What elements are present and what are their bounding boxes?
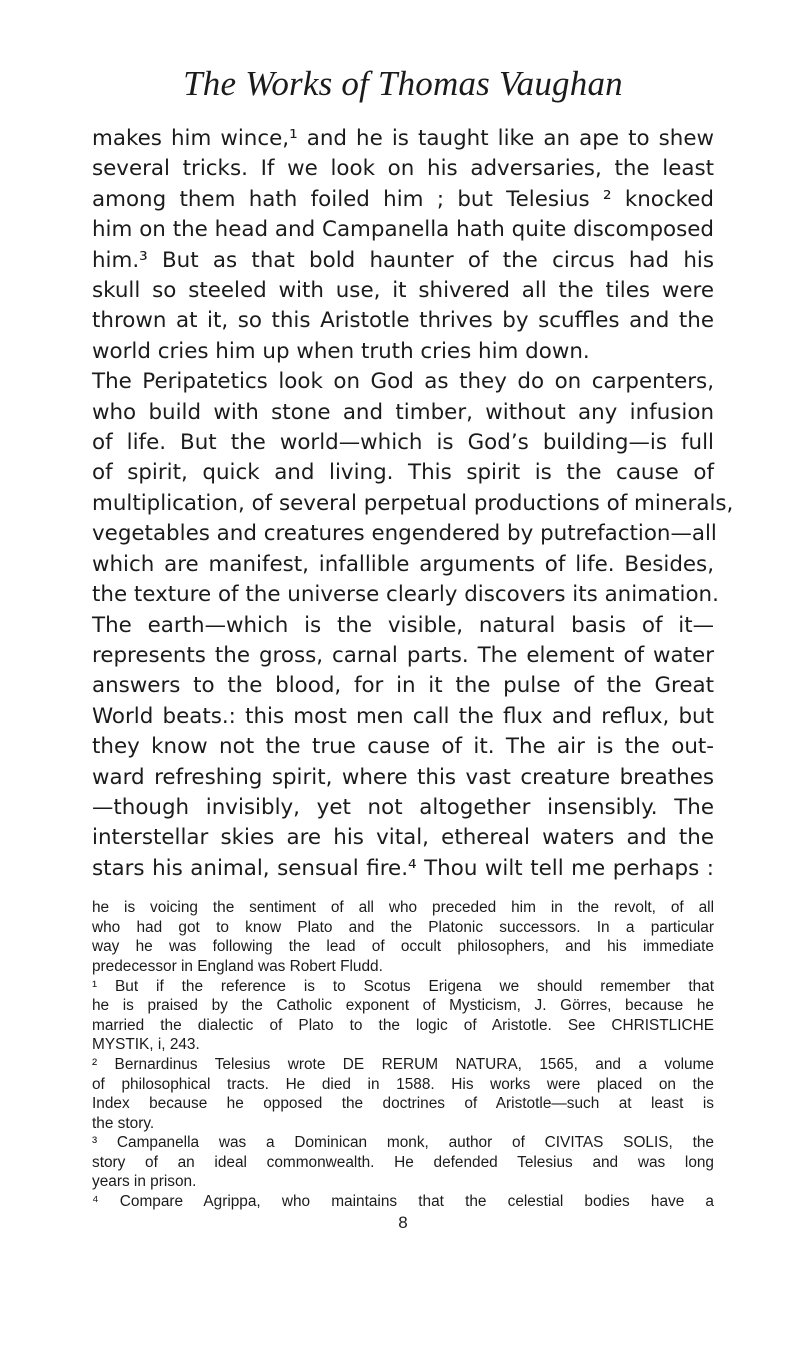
footnote-line: of philosophical tracts. He died in 1588. His works were placed on the xyxy=(92,1075,714,1093)
footnote-line: years in prison. xyxy=(92,1173,197,1191)
footnotes xyxy=(92,898,714,1212)
footnote-line: MYSTIK, i, 243. xyxy=(92,1036,200,1054)
body-line: who build with stone and timber, without any infusion xyxy=(92,399,714,425)
footnote-line: predecessor in England was Robert Fludd. xyxy=(92,957,383,975)
main-text xyxy=(92,124,734,884)
footnote-line: Index because he opposed the doctrines of Aristotle—such at least is xyxy=(92,1095,714,1113)
body-line: skull so steeled with use, it shivered all the tiles were xyxy=(92,278,714,304)
body-line: the texture of the universe clearly discovers its animation. xyxy=(92,582,719,608)
footnote-line: ⁴ Compare Agrippa, who maintains that the celestial bodies have a xyxy=(92,1193,714,1211)
body-line: The earth—which is the visible, natural basis of it— xyxy=(92,612,714,638)
body-line: interstellar skies are his vital, ethereal waters and the xyxy=(92,825,714,851)
body-line: answers to the blood, for in it the pulse of the Great xyxy=(92,673,714,699)
page-number: 8 xyxy=(398,1212,408,1232)
body-line: they know not the true cause of it. The air is the out- xyxy=(92,734,714,760)
footnote-line: story of an ideal commonwealth. He defended Telesius and was long xyxy=(92,1153,714,1171)
footnote-line: who had got to know Plato and the Platonic successors. In a particular xyxy=(92,918,714,936)
footnote-line: he is praised by the Catholic exponent of Mysticism, J. Görres, because he xyxy=(92,997,714,1015)
book-page xyxy=(92,62,734,1233)
footnote-line: way he was following the lead of occult philosophers, and his immediate xyxy=(92,938,714,956)
body-line: world cries him up when truth cries him down. xyxy=(92,338,590,364)
body-line: of life. But the world—which is God’s building—is full xyxy=(92,430,714,456)
body-line: makes him wince,¹ and he is taught like an ape to shew xyxy=(92,126,714,151)
body-line: among them hath foiled him ; but Telesius ² knocked xyxy=(92,186,714,212)
footnote-line: the story. xyxy=(92,1114,155,1132)
footnote-line: ² Bernardinus Telesius wrote DE RERUM NATURA, 1565, and a volume xyxy=(92,1055,714,1073)
body-line: which are manifest, infallible arguments of life. Besides, xyxy=(92,551,714,577)
body-line: multiplication, of several perpetual productions of minerals, xyxy=(92,490,734,516)
body-line: several tricks. If we look on his adversaries, the least xyxy=(92,156,714,182)
body-line: him.³ But as that bold haunter of the circus had his xyxy=(92,247,714,273)
body-line: ward refreshing spirit, where this vast creature breathes xyxy=(92,764,714,790)
footnote-line: ¹ But if the reference is to Scotus Erigena we should remember that xyxy=(92,977,714,995)
body-line: —though invisibly, yet not altogether insensibly. The xyxy=(92,794,714,820)
body-line: stars his animal, sensual fire.⁴ Thou wilt tell me perhaps : xyxy=(92,855,714,881)
footnote-line: ³ Campanella was a Dominican monk, author of CIVITAS SOLIS, the xyxy=(92,1134,714,1152)
body-line: vegetables and creatures engendered by putrefaction—all xyxy=(92,521,717,547)
body-line: World beats.: this most men call the flux and reflux, but xyxy=(92,703,714,729)
body-line: The Peripatetics look on God as they do on carpenters, xyxy=(92,369,714,395)
body-line: him on the head and Campanella hath quite discomposed xyxy=(92,217,714,243)
body-line: of spirit, quick and living. This spirit is the cause of xyxy=(92,460,714,486)
body-line: thrown at it, so this Aristotle thrives by scuffles and the xyxy=(92,308,714,334)
footnote-line: he is voicing the sentiment of all who preceded him in the revolt, of all xyxy=(92,899,714,917)
footnote-line: married the dialectic of Plato to the logic of Aristotle. See CHRISTLICHE xyxy=(92,1016,714,1034)
body-line: represents the gross, carnal parts. The element of water xyxy=(92,642,714,668)
running-head: The Works of Thomas Vaughan xyxy=(183,64,623,103)
